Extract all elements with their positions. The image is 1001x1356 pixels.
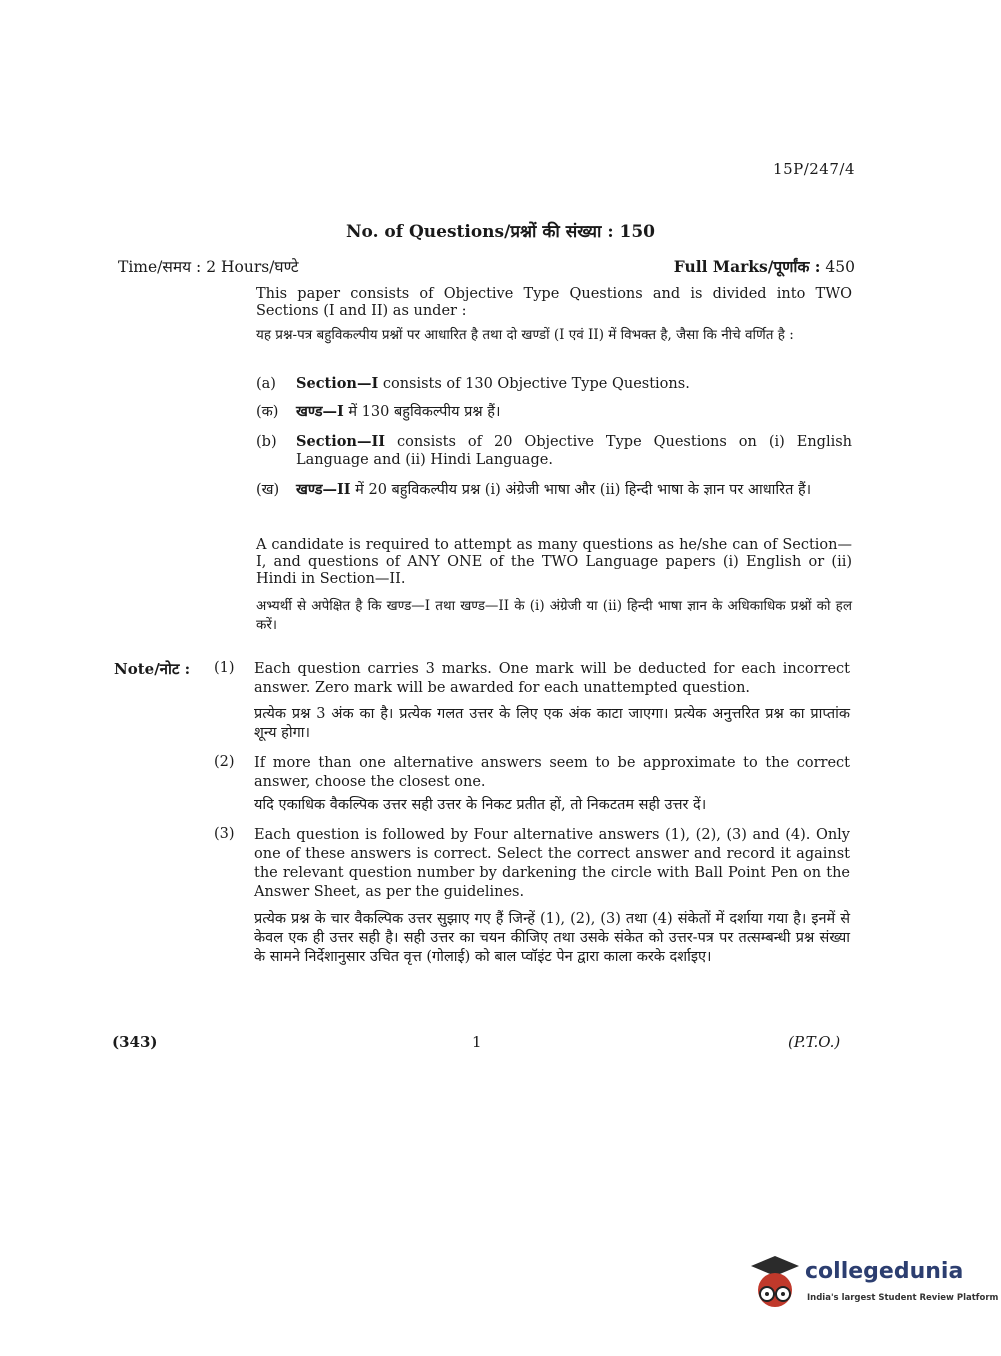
collegedunia-logo[interactable] <box>745 1252 999 1314</box>
section-item-kha <box>256 481 852 499</box>
full-marks-value: 450 <box>825 258 855 276</box>
section-item-ka <box>256 403 852 421</box>
section-text: में 20 बहुविकल्पीय प्रश्न (i) अंग्रेजी भाषा और (ii) हिन्दी भाषा के ज्ञान पर आधारित हैं। <box>350 482 812 498</box>
section-label: (a) <box>256 376 276 392</box>
section-name: Section—I <box>296 375 379 392</box>
note-2-hindi: यदि एकाधिक वैकल्पिक उत्तर सही उत्तर के निकट प्रतीत हों, तो निकटतम सही उत्तर दें। <box>254 797 707 813</box>
page-number: 1 <box>472 1033 482 1051</box>
note-1-hindi: प्रत्येक प्रश्न 3 अंक का है। प्रत्येक गलत उत्तर के लिए एक अंक काटा जाएगा। प्रत्येक अनुत्तरित प्रश्न का प्राप्तांक शून्य होगा। <box>254 706 850 741</box>
note-1-english: Each question carries 3 marks. One mark will be deducted for each incorrect answer. Zero mark will be awarded for each unattempted question. <box>254 661 850 696</box>
full-marks <box>674 255 855 277</box>
note-number: (2) <box>214 754 235 770</box>
note-label: Note/नोट : <box>114 660 191 678</box>
candidate-hindi: अभ्यर्थी से अपेक्षित है कि खण्ड—I तथा खण्ड—II के (i) अंग्रेजी या (ii) हिन्दी भाषा ज्ञान के अधिकाधिक प्रश्नों को हल करें। <box>256 598 852 633</box>
section-name: खण्ड—II <box>296 481 351 498</box>
candidate-english: A candidate is required to attempt as many questions as he/she can of Section—I, and questions of ANY ONE of the TWO Language papers (i) English or (ii) Hindi in Section—II. <box>256 537 852 587</box>
page-title: No. of Questions/प्रश्नों की संख्या : 150 <box>345 222 656 242</box>
note-3-english: Each question is followed by Four alternative answers (1), (2), (3) and (4). Only one of these answers is correct. Select the correct answer and record it against the relevant question number by darkening the circle with Ball Point Pen on the Answer Sheet, as per the guidelines. <box>254 827 850 900</box>
section-text: में 130 बहुविकल्पीय प्रश्न हैं। <box>343 404 501 420</box>
section-label: (b) <box>256 434 277 450</box>
note-number: (3) <box>214 826 235 842</box>
intro-hindi: यह प्रश्न-पत्र बहुविकल्पीय प्रश्नों पर आधारित है तथा दो खण्डों (I एवं II) में विभक्त है, जैसा कि नीचे वर्णित है : <box>256 327 794 343</box>
section-label: (क) <box>256 404 279 420</box>
time-label: Time/समय : 2 Hours/घण्टे <box>118 258 299 276</box>
collegedunia-mascot-icon <box>745 1252 803 1314</box>
section-item-a <box>256 375 852 393</box>
section-name: खण्ड—I <box>296 403 344 420</box>
footer-code: (343) <box>112 1033 158 1051</box>
pto-label: (P.T.O.) <box>788 1033 841 1051</box>
full-marks-label: Full Marks/पूर्णांक : <box>673 257 821 276</box>
note-2-english: If more than one alternative answers seem to be approximate to the correct answer, choose the closest one. <box>254 755 850 790</box>
note-3-hindi: प्रत्येक प्रश्न के चार वैकल्पिक उत्तर सुझाए गए हैं जिन्हें (1), (2), (3) तथा (4) संकेतों में दर्शाया गया है। इनमें से केवल एक ही उत्तर सही है। सही उत्तर का चयन कीजिए तथा उसके संकेत को उत्तर-पत्र पर तत्सम्बन्धी प्रश्न संख्या के सामने निर्देशानुसार उचित वृत्त (गोलाई) को बाल प्वॉइंट पेन द्वारा काला करके दर्शाइए। <box>254 911 850 965</box>
section-text: consists of 130 Objective Type Questions. <box>378 376 690 392</box>
time-marks-row <box>118 255 855 277</box>
note-number: (1) <box>214 660 235 676</box>
logo-tagline: India's largest Student Review Platform <box>807 1293 999 1303</box>
section-item-b <box>256 433 852 469</box>
logo-name: collegedunia <box>805 1259 964 1284</box>
intro-english: This paper consists of Objective Type Questions and is divided into TWO Sections (I and II) as under : <box>256 286 852 319</box>
section-name: Section—II <box>296 433 386 450</box>
paper-code: 15P/247/4 <box>773 160 855 178</box>
section-text: consists of 20 Objective Type Questions on (i) English Language and (ii) Hindi Language. <box>296 434 852 468</box>
section-label: (ख) <box>256 482 280 498</box>
